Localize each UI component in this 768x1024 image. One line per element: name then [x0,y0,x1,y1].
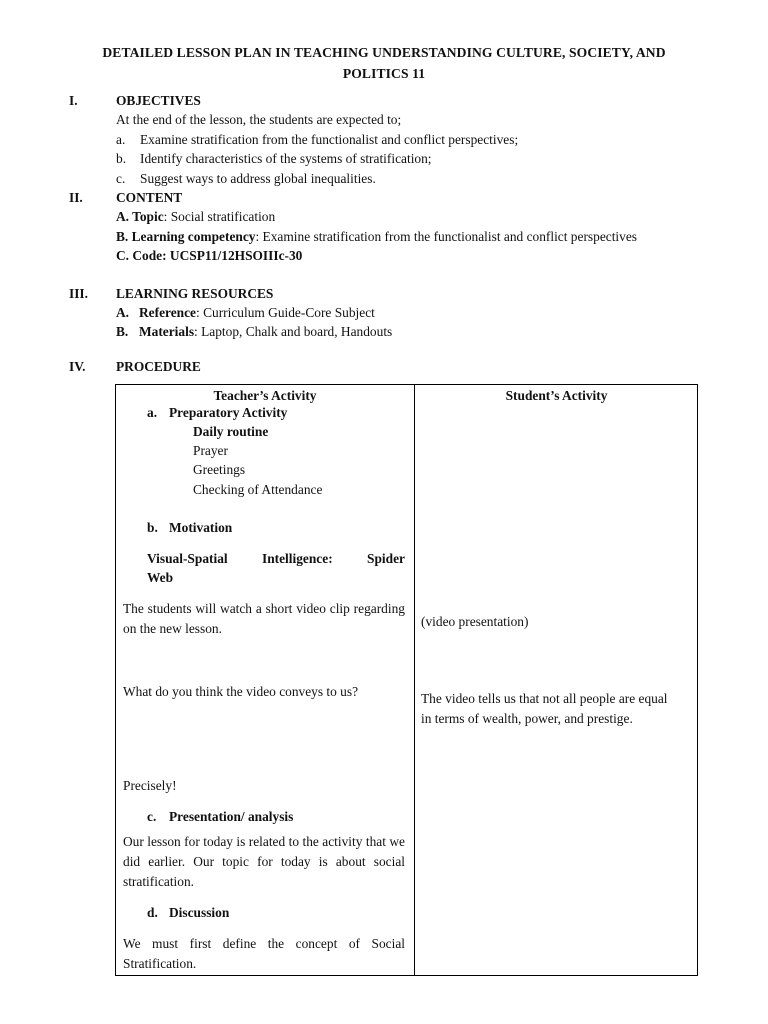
document-title [40,42,728,84]
objective-text: Suggest ways to address global inequalities. [140,171,376,186]
preparatory-heading: Preparatory Activity [169,405,288,420]
objectives-heading: OBJECTIVES [116,93,201,108]
checking-attendance: Checking of Attendance [193,482,323,497]
competency-value: : Examine stratification from the functionalist and conflict perspectives [255,229,637,244]
discussion-heading: Discussion [169,905,230,920]
presentation-text: Our lesson for today is related to the activity that we did earlier. Our topic for today is about social stratification. [123,834,405,889]
reference-value: : Curriculum Guide-Core Subject [196,305,375,320]
prayer: Prayer [193,443,228,458]
topic-label: A. Topic [116,209,164,224]
motivation-marker: b. [147,520,158,535]
student-activity-cell [415,385,698,976]
content-heading: CONTENT [116,190,183,205]
reference-marker: A. [116,305,130,320]
title-line-1: DETAILED LESSON PLAN IN TEACHING UNDERSTANDING CULTURE, SOCIETY, AND [102,45,666,60]
objective-item [116,130,518,149]
content-topic [116,207,275,226]
discussion-marker: d. [147,905,158,920]
daily-routine: Daily routine [193,424,269,439]
student-activity-header: Student’s Activity [505,388,608,403]
objective-marker: c. [116,171,126,186]
objectives-numeral: I. [69,93,78,108]
objective-marker: b. [116,151,127,166]
resources-reference [116,303,375,322]
spider-web-heading: Web [147,570,174,585]
objective-item [116,149,432,168]
procedure-table [115,384,698,976]
presentation-marker: c. [147,809,157,824]
teacher-question: What do you think the video conveys to us? [123,684,359,699]
topic-value: : Social stratification [163,209,276,224]
precisely-remark: Precisely! [123,778,177,793]
objective-marker: a. [116,132,126,147]
student-video-presentation: (video presentation) [421,614,529,629]
resources-numeral: III. [69,286,88,301]
procedure-numeral: IV. [69,359,86,374]
content-code: C. Code: UCSP11/12HSOIIIc-30 [116,248,303,263]
materials-marker: B. [116,324,129,339]
discussion-text: We must first define the concept of Social Stratification. [123,936,405,971]
student-answer: The video tells us that not all people are equal in terms of wealth, power, and prestige. [421,691,668,726]
objective-text: Identify characteristics of the systems of stratification; [140,151,432,166]
video-instruction: The students will watch a short video clip regarding on the new lesson. [123,601,405,636]
presentation-heading: Presentation/ analysis [169,809,294,824]
teacher-activity-header: Teacher’s Activity [213,388,317,403]
reference-label: Reference [139,305,196,320]
resources-materials [116,322,392,341]
materials-label: Materials [139,324,195,339]
title-line-2: POLITICS 11 [342,66,426,81]
content-competency [116,227,637,246]
competency-label: B. Learning competency [116,229,256,244]
procedure-heading: PROCEDURE [116,359,201,374]
motivation-heading: Motivation [169,520,233,535]
objective-item [116,169,376,188]
objective-text: Examine stratification from the functionalist and conflict perspectives; [140,132,519,147]
teacher-activity-cell [116,385,415,976]
content-numeral: II. [69,190,83,205]
preparatory-marker: a. [147,405,158,420]
visual-spatial-heading: Visual-Spatial Intelligence: Spider [147,551,405,566]
objectives-intro: At the end of the lesson, the students are expected to; [116,112,402,127]
greetings: Greetings [193,462,246,477]
resources-heading: LEARNING RESOURCES [116,286,274,301]
materials-value: : Laptop, Chalk and board, Handouts [194,324,393,339]
